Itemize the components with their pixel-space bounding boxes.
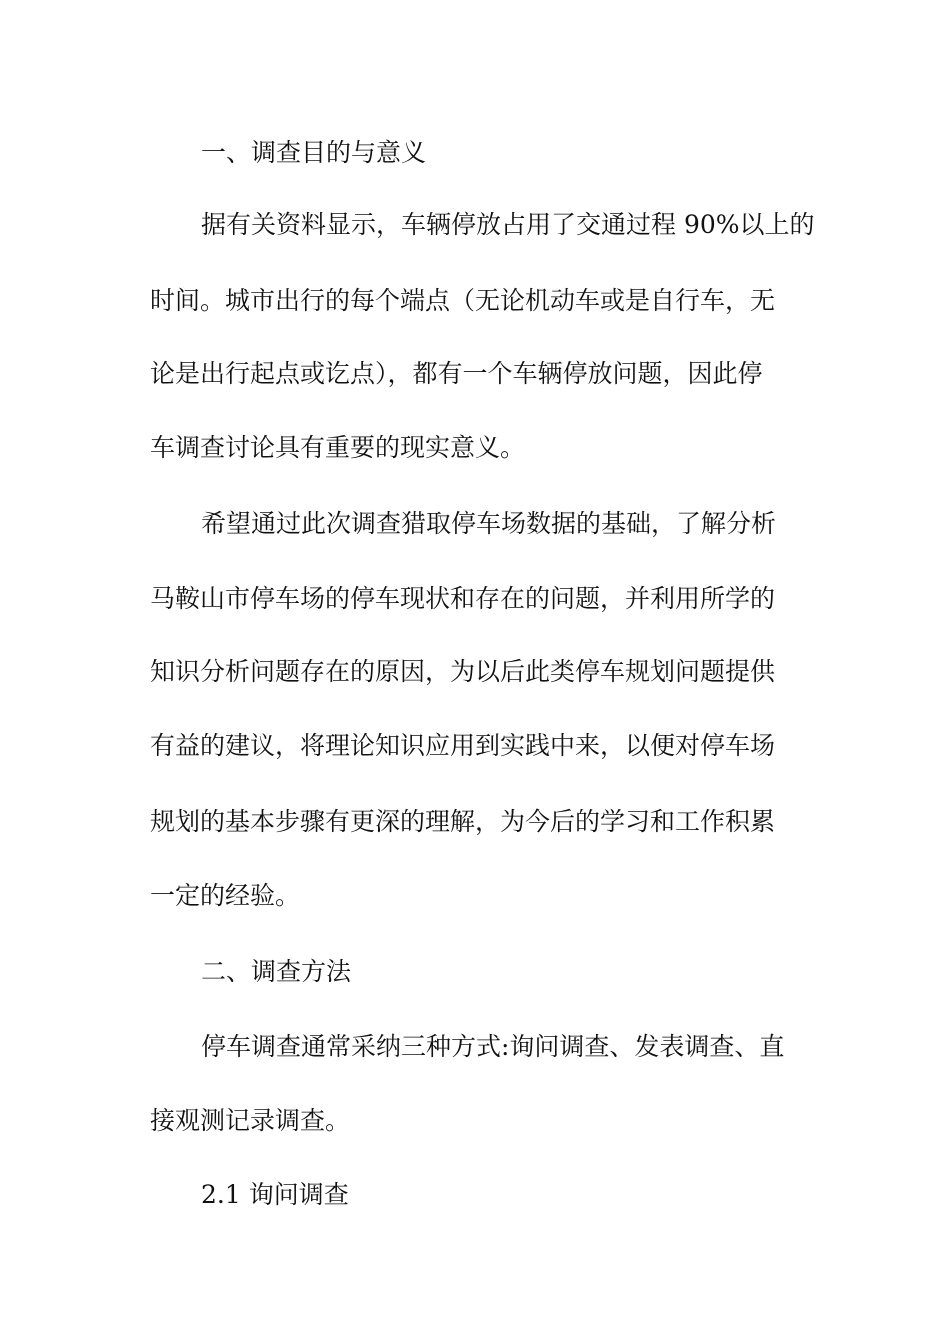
section-heading-1: 一、调查目的与意义 xyxy=(201,138,427,167)
paragraph-line: 时间。城市出行的每个端点（无论机动车或是自行车，无 xyxy=(150,286,776,315)
paragraph-line: 停车调查通常采纳三种方式:询问调查、发表调查、直 xyxy=(201,1032,785,1061)
paragraph-line: 一定的经验。 xyxy=(150,881,301,910)
section-heading-2: 二、调查方法 xyxy=(201,957,352,986)
paragraph-line: 规划的基本步骤有更深的理解，为今后的学习和工作积累 xyxy=(150,807,776,836)
paragraph-line: 据有关资料显示，车辆停放占用了交通过程 90%以上的 xyxy=(201,210,815,239)
paragraph-line: 接观测记录调查。 xyxy=(150,1106,351,1135)
paragraph-line: 希望通过此次调查猎取停车场数据的基础，了解分析 xyxy=(201,509,777,538)
subsection-heading-2-1: 2.1 询问调查 xyxy=(201,1180,349,1209)
paragraph-line: 知识分析问题存在的原因，为以后此类停车规划问题提供 xyxy=(150,657,776,686)
paragraph-line: 论是出行起点或讫点），都有一个车辆停放问题，因此停 xyxy=(150,359,763,388)
paragraph-line: 马鞍山市停车场的停车现状和存在的问题，并利用所学的 xyxy=(150,584,776,613)
paragraph-line: 有益的建议，将理论知识应用到实践中来，以便对停车场 xyxy=(150,731,776,760)
paragraph-line: 车调查讨论具有重要的现实意义。 xyxy=(150,433,526,462)
